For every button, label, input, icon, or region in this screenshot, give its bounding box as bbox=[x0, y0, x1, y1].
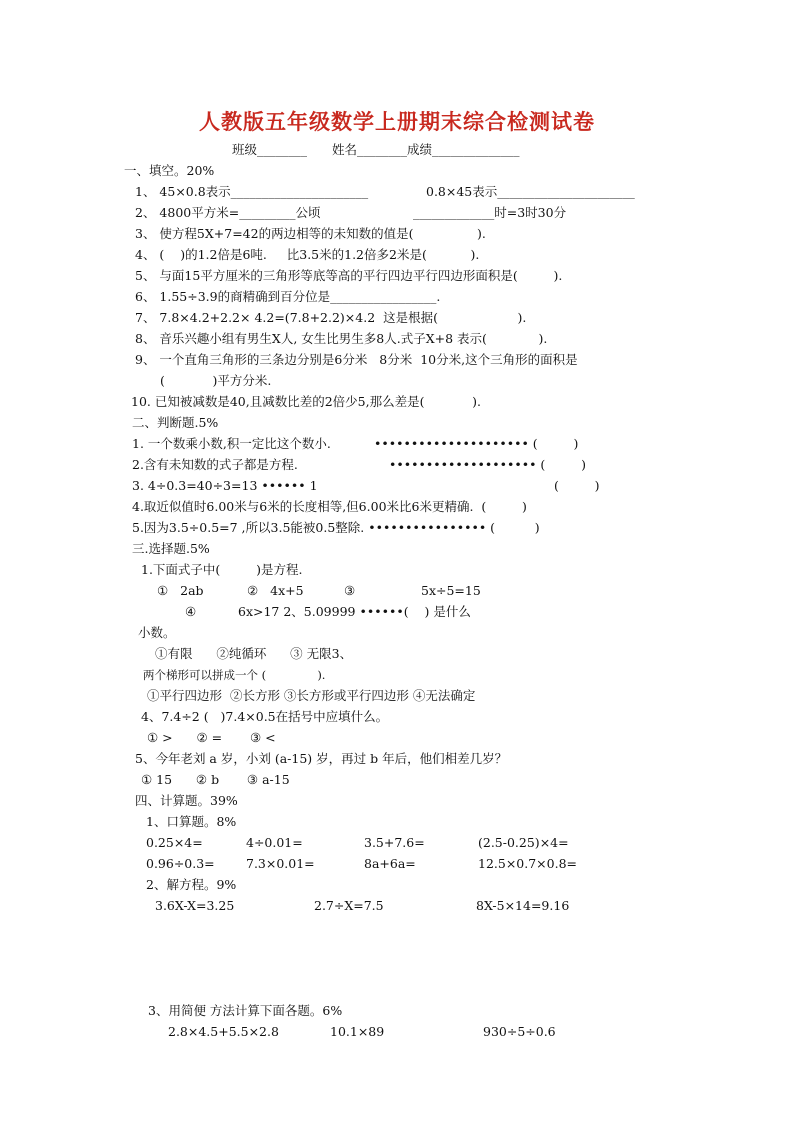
question: 1. 一个数乘小数,积一定比这个数小. bbox=[132, 436, 331, 451]
simplify-item: 2.8×4.5+5.5×2.8 bbox=[168, 1024, 279, 1039]
question: 9、 一个直角三角形的三条边分别是6分米 8分米 10分米,这个三角形的面积是 bbox=[135, 352, 578, 367]
student-info-line: 班级________ 姓名________成绩______________ bbox=[232, 142, 520, 157]
subsection-heading: 1、口算题。8% bbox=[146, 814, 237, 829]
question: 5、 与面15平方厘米的三角形等底等高的平行四边平行四边形面积是( ). bbox=[135, 268, 563, 283]
question: ( ) bbox=[554, 478, 600, 493]
equation-item: 8X-5×14=9.16 bbox=[476, 898, 570, 913]
calc-item: 4÷0.01= bbox=[246, 835, 303, 850]
section-heading: 二、判断题.5% bbox=[132, 415, 219, 430]
calc-item: (2.5-0.25)×4= bbox=[478, 835, 569, 850]
calc-item: 0.25×4= bbox=[146, 835, 203, 850]
option: ①有限 ②纯循环 ③ 无限3、 bbox=[155, 646, 353, 661]
calc-item: 3.5+7.6= bbox=[364, 835, 425, 850]
calc-item: 0.96÷0.3= bbox=[146, 856, 215, 871]
question: 2.含有未知数的式子都是方程. bbox=[132, 457, 298, 472]
question: 4.取近似值时6.00米与6米的长度相等,但6.00米比6米更精确. ( ) bbox=[132, 499, 527, 514]
question: 3. 4÷0.3=40÷3=13 •••••• 1 bbox=[132, 478, 318, 493]
option: ①平行四边形 ②长方形 ③长方形或平行四边形 ④无法确定 bbox=[147, 688, 476, 703]
question: 4、 ( )的1.2倍是6吨. 比3.5米的1.2倍多2米是( ). bbox=[135, 247, 480, 262]
equation-item: 3.6X-X=3.25 bbox=[155, 898, 235, 913]
question: •••••••••••••••••••• ( ) bbox=[389, 457, 586, 472]
simplify-item: 930÷5÷0.6 bbox=[483, 1024, 556, 1039]
option: ① 15 ② b ③ a-15 bbox=[141, 772, 290, 787]
question: 10. 已知被减数是40,且减数比差的2倍少5,那么差是( ). bbox=[131, 394, 482, 409]
calc-item: 12.5×0.7×0.8= bbox=[478, 856, 578, 871]
question: ••••••••••••••••••••• ( ) bbox=[374, 436, 579, 451]
section-heading: 三.选择题.5% bbox=[132, 541, 210, 556]
equation-item: 2.7÷X=7.5 bbox=[314, 898, 384, 913]
question: 两个梯形可以拼成一个 ( ). bbox=[143, 668, 326, 682]
page-title: 人教版五年级数学上册期末综合检测试卷 bbox=[199, 110, 595, 134]
question: 2、 4800平方米=_________公顷 bbox=[135, 205, 321, 220]
simplify-item: 10.1×89 bbox=[330, 1024, 385, 1039]
option: ③ bbox=[344, 583, 356, 598]
option: ② 4x+5 bbox=[247, 583, 304, 598]
question: 0.8×45表示______________________ bbox=[426, 184, 635, 199]
question: 小数。 bbox=[138, 625, 176, 640]
question: 3、 使方程5X+7=42的两边相等的未知数的值是( ). bbox=[135, 226, 486, 241]
question: ( )平方分米. bbox=[160, 373, 272, 388]
question: 7、 7.8×4.2+2.2× 4.2=(7.8+2.2)×4.2 这是根据( ). bbox=[135, 310, 527, 325]
subsection-heading: 2、解方程。9% bbox=[146, 877, 237, 892]
option: ① > ② = ③ < bbox=[147, 730, 276, 745]
calc-item: 8a+6a= bbox=[364, 856, 416, 871]
option: ④ bbox=[185, 604, 197, 619]
subsection-heading: 3、用简便 方法计算下面各题。6% bbox=[148, 1003, 343, 1018]
option: 5x÷5=15 bbox=[421, 583, 481, 598]
option: ① 2ab bbox=[157, 583, 204, 598]
question: 5.因为3.5÷0.5=7 ,所以3.5能被0.5整除. •••••••••••••••• ( ) bbox=[132, 520, 540, 535]
question: 1.下面式子中( )是方程. bbox=[141, 562, 303, 577]
question: 4、7.4÷2 ( )7.4×0.5在括号中应填什么。 bbox=[141, 709, 389, 724]
question: 6x>17 2、5.09999 ••••••( ) 是什么 bbox=[238, 604, 471, 619]
section-heading: 四、计算题。39% bbox=[135, 793, 238, 808]
section-heading: 一、填空。20% bbox=[124, 163, 215, 178]
question: 1、 45×0.8表示______________________ bbox=[135, 184, 369, 199]
calc-item: 7.3×0.01= bbox=[246, 856, 315, 871]
question: _____________时=3时30分 bbox=[413, 205, 567, 220]
question: 8、 音乐兴趣小组有男生X人, 女生比男生多8人.式子X+8 表示( ). bbox=[135, 331, 548, 346]
question: 6、 1.55÷3.9的商精确到百分位是_________________. bbox=[135, 289, 441, 304]
question: 5、今年老刘 a 岁，小刘 (a-15) 岁，再过 b 年后，他们相差几岁？ bbox=[135, 751, 508, 766]
